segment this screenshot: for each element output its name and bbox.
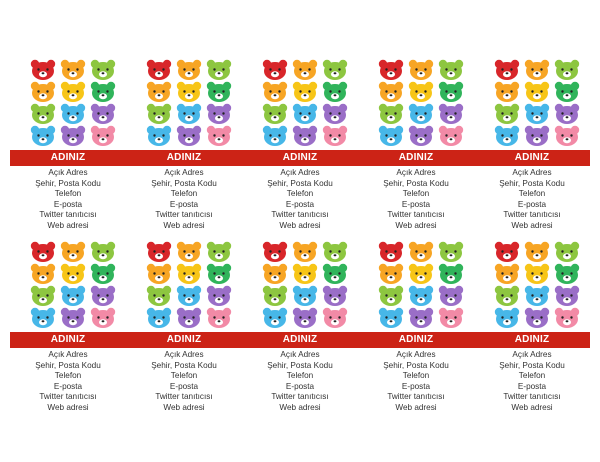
twitter-handle: Twitter tanıtıcısı [39,210,97,220]
bear-face-icon [377,307,405,329]
twitter-handle: Twitter tanıtıcısı [387,392,445,402]
bear-face-icon [261,59,289,81]
label-card[interactable] [242,56,358,232]
bear-pattern [10,238,126,330]
bear-face-icon [493,59,521,81]
bear-face-icon [59,125,87,147]
bear-face-icon [59,241,87,263]
web-address: Web adresi [395,402,437,412]
bear-face-icon [291,103,319,125]
bear-face-icon [321,307,349,329]
bear-face-icon [407,103,435,125]
bear-face-icon [321,59,349,81]
bear-pattern [126,238,242,330]
bear-face-icon [437,125,465,147]
bear-face-icon [175,307,203,329]
web-address: Web adresi [395,220,437,230]
street-address: Açık Adres [280,350,320,359]
bear-face-icon [261,241,289,263]
label-name: ADINIZ [398,152,434,163]
bear-face-icon [523,103,551,125]
bear-face-icon [493,103,521,125]
web-address: Web adresi [511,220,553,230]
city-postal-code: Şehir, Posta Kodu [267,360,333,370]
bear-face-icon [523,285,551,307]
bear-face-icon [321,125,349,147]
bear-face-icon [553,59,581,81]
web-address: Web adresi [279,402,321,412]
street-address: Açık Adres [164,350,204,359]
label-card[interactable] [10,56,126,232]
bear-face-icon [553,125,581,147]
bear-face-icon [377,125,405,147]
street-address: Açık Adres [396,350,436,359]
city-postal-code: Şehir, Posta Kodu [151,178,217,188]
bear-face-icon [59,103,87,125]
email: E-posta [401,381,431,391]
bear-pattern [126,56,242,148]
bear-face-icon [29,81,57,103]
street-address: Açık Adres [164,168,204,177]
street-address: Açık Adres [280,168,320,177]
bear-face-icon [145,81,173,103]
street-address: Açık Adres [48,350,88,359]
city-postal-code: Şehir, Posta Kodu [267,178,333,188]
phone: Telefon [54,189,82,199]
bear-face-icon [145,59,173,81]
bear-face-icon [523,263,551,285]
phone: Telefon [286,189,314,199]
bear-face-icon [175,103,203,125]
city-postal-code: Şehir, Posta Kodu [151,360,217,370]
bear-face-icon [145,307,173,329]
bear-face-icon [321,285,349,307]
bear-face-icon [291,241,319,263]
label-name: ADINIZ [166,152,202,163]
bear-face-icon [523,307,551,329]
bear-face-icon [145,263,173,285]
bear-face-icon [89,125,117,147]
label-card[interactable] [242,238,358,414]
label-details [358,350,474,414]
bear-face-icon [205,59,233,81]
bear-face-icon [437,241,465,263]
bear-pattern [242,238,358,330]
twitter-handle: Twitter tanıtıcısı [503,210,561,220]
bear-face-icon [321,103,349,125]
bear-face-icon [407,81,435,103]
bear-face-icon [89,81,117,103]
bear-face-icon [175,241,203,263]
bear-face-icon [523,59,551,81]
bear-face-icon [377,103,405,125]
web-address: Web adresi [511,402,553,412]
phone: Telefon [170,371,198,381]
label-details [10,350,126,414]
bear-face-icon [59,285,87,307]
bear-face-icon [407,59,435,81]
label-details [126,350,242,414]
email: E-posta [169,199,199,209]
label-row-1 [0,56,600,232]
bear-face-icon [493,263,521,285]
street-address: Açık Adres [512,168,552,177]
bear-face-icon [407,263,435,285]
bear-face-icon [493,285,521,307]
label-details [358,168,474,232]
bear-face-icon [261,285,289,307]
label-details [242,350,358,414]
web-address: Web adresi [47,220,89,230]
bear-face-icon [407,241,435,263]
bear-face-icon [29,59,57,81]
email: E-posta [285,381,315,391]
email: E-posta [517,381,547,391]
bear-face-icon [175,125,203,147]
web-address: Web adresi [163,402,205,412]
bear-pattern [10,56,126,148]
bear-face-icon [175,263,203,285]
bear-face-icon [89,103,117,125]
bear-face-icon [523,125,551,147]
twitter-handle: Twitter tanıtıcısı [387,210,445,220]
bear-face-icon [437,285,465,307]
bear-face-icon [321,241,349,263]
phone: Telefon [54,371,82,381]
bear-face-icon [321,263,349,285]
label-details [242,168,358,232]
bear-face-icon [175,81,203,103]
bear-face-icon [377,263,405,285]
bear-face-icon [205,241,233,263]
bear-face-icon [291,285,319,307]
label-name: ADINIZ [514,334,550,345]
bear-face-icon [29,263,57,285]
bear-face-icon [553,103,581,125]
bear-face-icon [59,307,87,329]
bear-face-icon [145,103,173,125]
bear-face-icon [377,285,405,307]
phone: Telefon [402,189,430,199]
bear-face-icon [407,285,435,307]
email: E-posta [53,199,83,209]
bear-face-icon [205,125,233,147]
phone: Telefon [518,189,546,199]
bear-face-icon [205,81,233,103]
street-address: Açık Adres [512,350,552,359]
bear-pattern [242,56,358,148]
label-name: ADINIZ [282,152,318,163]
bear-face-icon [407,307,435,329]
bear-face-icon [261,307,289,329]
label-card[interactable] [474,238,590,414]
twitter-handle: Twitter tanıtıcısı [503,392,561,402]
bear-face-icon [175,285,203,307]
street-address: Açık Adres [396,168,436,177]
bear-face-icon [29,125,57,147]
phone: Telefon [170,189,198,199]
label-details [10,168,126,232]
label-name: ADINIZ [514,152,550,163]
label-details [474,350,590,414]
street-address: Açık Adres [48,168,88,177]
bear-pattern [474,238,590,330]
bear-pattern [474,56,590,148]
bear-face-icon [145,241,173,263]
bear-face-icon [89,241,117,263]
bear-face-icon [553,307,581,329]
bear-face-icon [377,81,405,103]
bear-face-icon [377,59,405,81]
bear-face-icon [29,241,57,263]
email: E-posta [517,199,547,209]
email: E-posta [169,381,199,391]
label-name: ADINIZ [50,334,86,345]
phone: Telefon [286,371,314,381]
bear-face-icon [291,125,319,147]
web-address: Web adresi [163,220,205,230]
bear-face-icon [437,263,465,285]
bear-face-icon [89,263,117,285]
bear-face-icon [523,81,551,103]
bear-face-icon [437,59,465,81]
city-postal-code: Şehir, Posta Kodu [499,360,565,370]
bear-face-icon [89,285,117,307]
bear-face-icon [553,263,581,285]
twitter-handle: Twitter tanıtıcısı [155,210,213,220]
bear-face-icon [261,103,289,125]
label-details [474,168,590,232]
bear-face-icon [261,81,289,103]
label-name: ADINIZ [50,152,86,163]
bear-face-icon [553,81,581,103]
bear-face-icon [437,81,465,103]
twitter-handle: Twitter tanıtıcısı [39,392,97,402]
city-postal-code: Şehir, Posta Kodu [499,178,565,188]
web-address: Web adresi [279,220,321,230]
bear-face-icon [493,307,521,329]
bear-face-icon [205,285,233,307]
bear-face-icon [205,307,233,329]
city-postal-code: Şehir, Posta Kodu [35,360,101,370]
bear-face-icon [377,241,405,263]
label-card[interactable] [126,56,242,232]
bear-face-icon [59,263,87,285]
web-address: Web adresi [47,402,89,412]
email: E-posta [401,199,431,209]
bear-face-icon [553,285,581,307]
label-name: ADINIZ [166,334,202,345]
bear-face-icon [205,263,233,285]
bear-face-icon [145,285,173,307]
label-card[interactable] [10,238,126,414]
bear-face-icon [145,125,173,147]
twitter-handle: Twitter tanıtıcısı [155,392,213,402]
bear-face-icon [261,125,289,147]
label-name: ADINIZ [398,334,434,345]
phone: Telefon [402,371,430,381]
bear-face-icon [493,81,521,103]
bear-face-icon [205,103,233,125]
bear-face-icon [437,103,465,125]
bear-face-icon [261,263,289,285]
email: E-posta [53,381,83,391]
bear-face-icon [291,59,319,81]
bear-face-icon [59,59,87,81]
label-card[interactable] [358,238,474,414]
bear-face-icon [291,307,319,329]
bear-face-icon [553,241,581,263]
bear-face-icon [89,307,117,329]
email: E-posta [285,199,315,209]
twitter-handle: Twitter tanıtıcısı [271,392,329,402]
bear-face-icon [523,241,551,263]
city-postal-code: Şehir, Posta Kodu [383,178,449,188]
label-name: ADINIZ [282,334,318,345]
bear-face-icon [321,81,349,103]
bear-face-icon [29,285,57,307]
bear-face-icon [437,307,465,329]
bear-face-icon [29,103,57,125]
label-card[interactable] [358,56,474,232]
label-card[interactable] [126,238,242,414]
phone: Telefon [518,371,546,381]
bear-face-icon [493,241,521,263]
twitter-handle: Twitter tanıtıcısı [271,210,329,220]
city-postal-code: Şehir, Posta Kodu [35,178,101,188]
label-details [126,168,242,232]
bear-face-icon [291,263,319,285]
bear-pattern [358,238,474,330]
bear-face-icon [89,59,117,81]
bear-face-icon [59,81,87,103]
label-card[interactable] [474,56,590,232]
bear-face-icon [493,125,521,147]
bear-face-icon [29,307,57,329]
city-postal-code: Şehir, Posta Kodu [383,360,449,370]
bear-pattern [358,56,474,148]
bear-face-icon [291,81,319,103]
bear-face-icon [175,59,203,81]
bear-face-icon [407,125,435,147]
label-row-2 [0,238,600,414]
